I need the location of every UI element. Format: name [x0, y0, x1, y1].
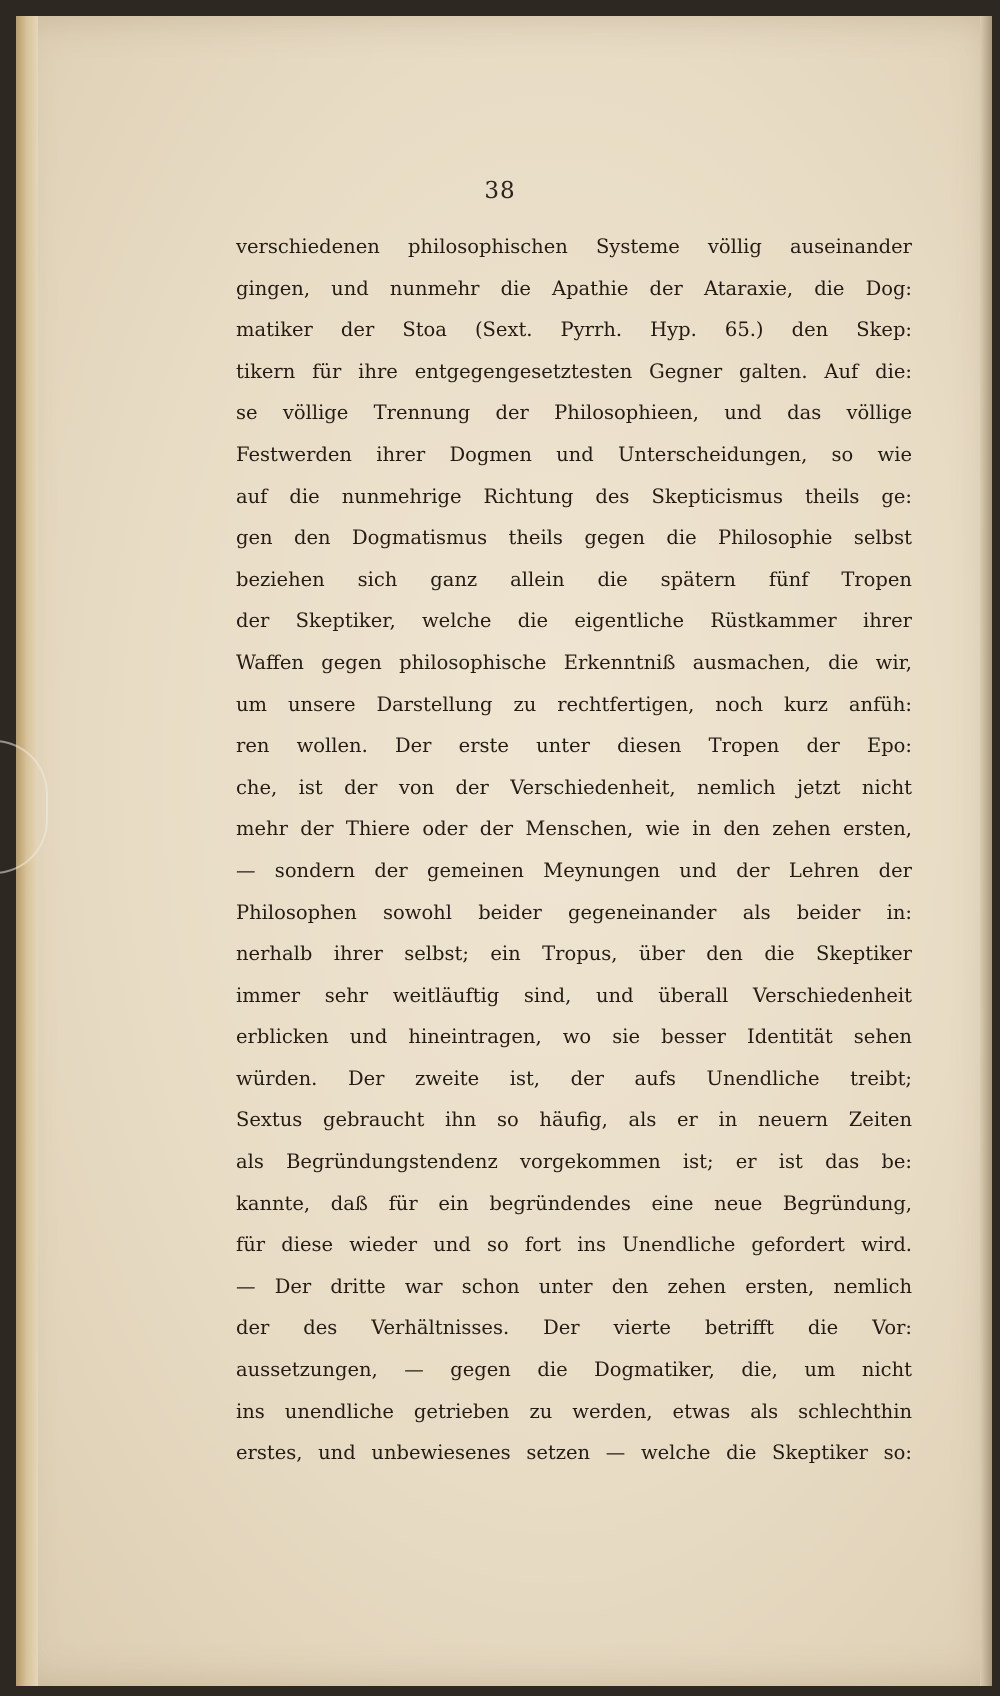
text-line: auf die nunmehrige Richtung des Skepticismus theils ge: [236, 484, 912, 508]
text-line: nerhalb ihrer selbst; ein Tropus, über den die Skeptiker [236, 942, 912, 966]
text-line: beziehen sich ganz allein die spätern fünf Tropen [236, 567, 912, 591]
text-line: mehr der Thiere oder der Menschen, wie in den zehen ersten, [236, 817, 912, 841]
page-edge [980, 16, 992, 1686]
text-line: — Der dritte war schon unter den zehen ersten, nemlich [236, 1274, 912, 1298]
text-line: se völlige Trennung der Philosophieen, und das völlige [236, 401, 912, 425]
text-line: Philosophen sowohl beider gegeneinander als beider in: [236, 900, 912, 924]
text-line: ins unendliche getrieben zu werden, etwas als schlechthin [236, 1399, 912, 1423]
text-line: gingen, und nunmehr die Apathie der Ataraxie, die Dog: [236, 276, 912, 300]
body-text [236, 226, 912, 1474]
text-line: tikern für ihre entgegengesetztesten Gegner galten. Auf die: [236, 359, 912, 383]
text-line: Waffen gegen philosophische Erkenntniß ausmachen, die wir, [236, 650, 912, 674]
text-line: gen den Dogmatismus theils gegen die Philosophie selbst [236, 526, 912, 550]
text-line: aussetzungen, — gegen die Dogmatiker, die, um nicht [236, 1358, 912, 1382]
text-line: der Skeptiker, welche die eigentliche Rüstkammer ihrer [236, 609, 912, 633]
text-line: Sextus gebraucht ihn so häufig, als er in neuern Zeiten [236, 1108, 912, 1132]
text-line: Festwerden ihrer Dogmen und Unterscheidungen, so wie [236, 442, 912, 466]
text-line: für diese wieder und so fort ins Unendliche gefordert wird. [236, 1233, 912, 1257]
text-line: immer sehr weitläuftig sind, und überall Verschiedenheit [236, 983, 912, 1007]
text-line: der des Verhältnisses. Der vierte betrifft die Vor: [236, 1316, 912, 1340]
text-line: erblicken und hineintragen, wo sie besser Identität sehen [236, 1025, 912, 1049]
text-line: als Begründungstendenz vorgekommen ist; er ist das be: [236, 1150, 912, 1174]
text-line: erstes, und unbewiesenes setzen — welche die Skeptiker so: [236, 1441, 912, 1465]
text-line: würden. Der zweite ist, der aufs Unendliche treibt; [236, 1066, 912, 1090]
text-line: — sondern der gemeinen Meynungen und der Lehren der [236, 858, 912, 882]
page-number: 38 [484, 178, 516, 204]
text-line: kannte, daß für ein begründendes eine neue Begründung, [236, 1191, 912, 1215]
text-line: ren wollen. Der erste unter diesen Tropen der Epo: [236, 734, 912, 758]
text-line: verschiedenen philosophischen Systeme völlig auseinander [236, 235, 912, 258]
text-line: matiker der Stoa (Sext. Pyrrh. Hyp. 65.) den Skep: [236, 318, 912, 342]
text-line: um unsere Darstellung zu rechtfertigen, noch kurz anfüh: [236, 692, 912, 716]
text-line: che, ist der von der Verschiedenheit, nemlich jetzt nicht [236, 775, 912, 799]
